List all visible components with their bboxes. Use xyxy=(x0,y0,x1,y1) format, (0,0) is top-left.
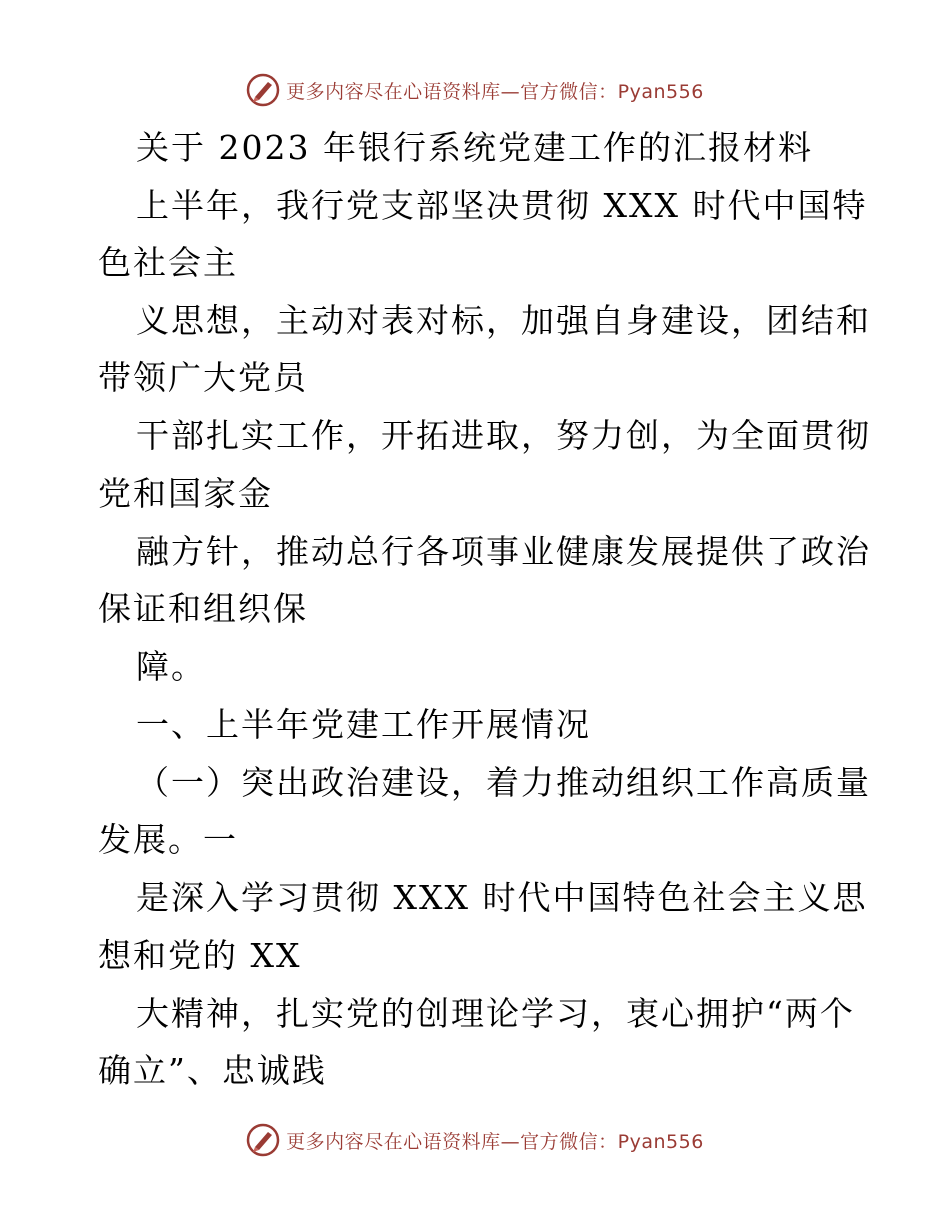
pen-logo-icon xyxy=(246,73,280,107)
pen-logo-icon xyxy=(246,1123,280,1157)
paragraph-line: 带领广大党员 xyxy=(98,358,308,397)
footer-watermark xyxy=(0,1120,950,1160)
document-title: 关于 2023 年银行系统党建工作的汇报材料 xyxy=(136,128,813,167)
paragraph-line: 干部扎实工作，开拓进取，努力创，为全面贯彻 xyxy=(136,416,871,455)
paragraph-line: 党和国家金 xyxy=(98,474,273,513)
paragraph-line: 融方针，推动总行各项事业健康发展提供了政治 xyxy=(136,532,871,571)
paragraph-line: 大精神，扎实党的创理论学习，衷心拥护“两个 xyxy=(136,994,855,1033)
footer-text: 更多内容尽在心语资料库—官方微信：Pyan556 xyxy=(286,1130,704,1153)
paragraph-line: 想和党的 XX xyxy=(98,936,302,975)
subsection-heading: （一）突出政治建设，着力推动组织工作高质量 xyxy=(136,763,871,802)
paragraph-line: 义思想，主动对表对标，加强自身建设，团结和 xyxy=(136,301,871,340)
header-text: 更多内容尽在心语资料库—官方微信：Pyan556 xyxy=(286,80,704,103)
paragraph-line: 色社会主 xyxy=(98,243,238,282)
paragraph-line: 障。 xyxy=(136,647,206,686)
paragraph-line: 上半年，我行党支部坚决贯彻 XXX 时代中国特 xyxy=(136,186,868,225)
paragraph-line: 保证和组织保 xyxy=(98,589,308,628)
paragraph-line: 发展。一 xyxy=(98,820,238,859)
paragraph-line: 是深入学习贯彻 XXX 时代中国特色社会主义思 xyxy=(136,878,868,917)
header-watermark xyxy=(0,70,950,110)
section-heading: 一、上半年党建工作开展情况 xyxy=(136,705,591,744)
paragraph-line: 确立”、忠诚践 xyxy=(98,1051,327,1090)
